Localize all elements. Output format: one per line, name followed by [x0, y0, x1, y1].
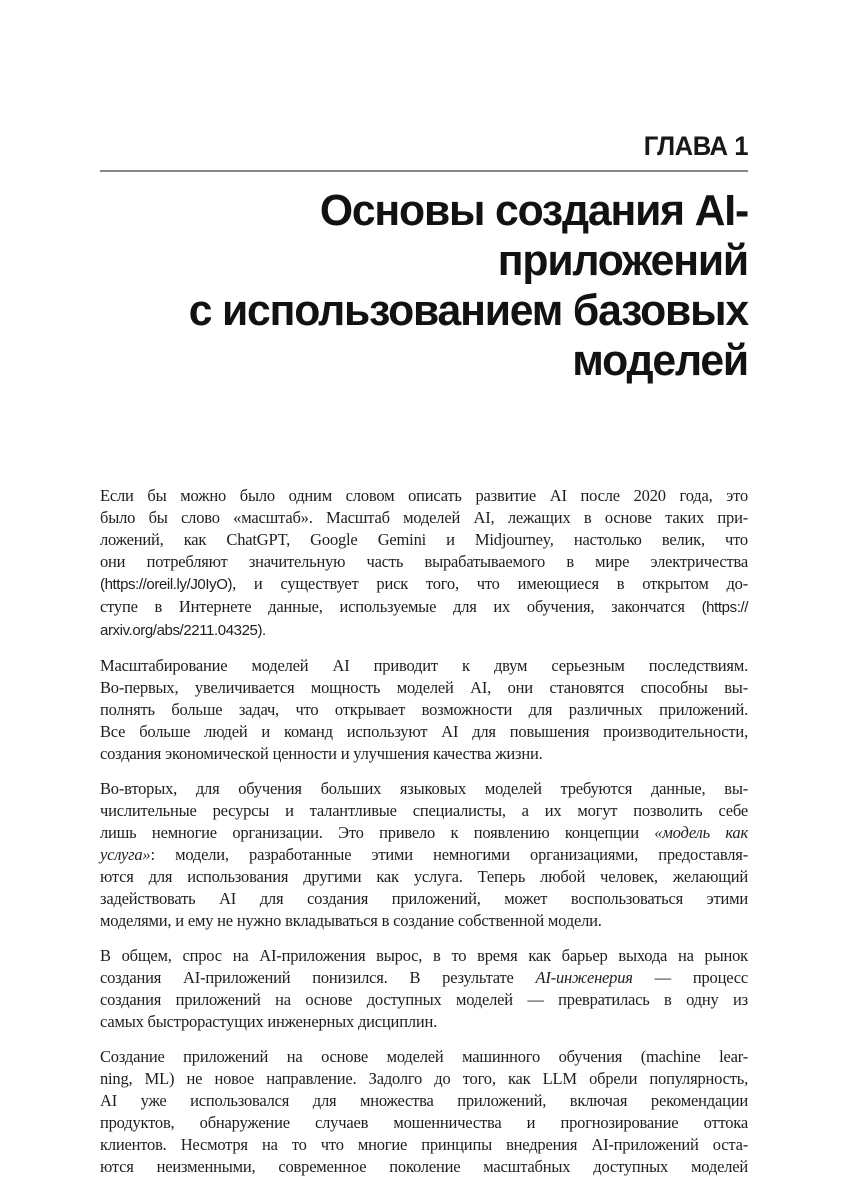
text-segment: ются для использования другими как услуга. Теперь любой человек, желающий	[100, 867, 748, 886]
url-text: (https://oreil.ly/J0IyO)	[100, 576, 233, 593]
text-line	[100, 910, 748, 932]
body-text	[100, 485, 748, 1178]
text-line	[100, 677, 748, 699]
chapter-title-line-2: с использованием базовых моделей	[188, 286, 748, 385]
text-segment: создания экономической ценности и улучшения качества жизни.	[100, 744, 543, 763]
text-line	[100, 1090, 748, 1112]
text-segment: клиентов. Несмотря на то что многие принципы внедрения AI-приложений оста-	[100, 1135, 748, 1154]
text-line	[100, 888, 748, 910]
text-segment: , и существует риск того, что имеющиеся в открытом до-	[232, 574, 748, 593]
text-segment: Если бы можно было одним словом описать развитие AI после 2020 года, это	[100, 486, 748, 505]
page-content	[100, 0, 748, 1178]
text-segment: : модели, разработанные этими немногими организациями, предоставля-	[150, 845, 748, 864]
text-line	[100, 989, 748, 1011]
text-line	[100, 945, 748, 967]
chapter-title-line-1: Основы создания AI-приложений	[319, 186, 748, 285]
text-segment: Создание приложений на основе моделей машинного обучения (machine lear-	[100, 1047, 748, 1066]
text-segment: ning, ML) не новое направление. Задолго до того, как LLM обрели популярность,	[100, 1069, 748, 1088]
paragraph	[100, 655, 748, 765]
text-line	[100, 485, 748, 507]
text-line	[100, 596, 748, 619]
text-segment: — процесс	[632, 968, 748, 987]
chapter-title	[119, 186, 748, 386]
url-text: arxiv.org/abs/2211.04325).	[100, 622, 266, 639]
text-line	[100, 507, 748, 529]
text-line	[100, 619, 748, 642]
text-line	[100, 1112, 748, 1134]
text-segment: они потребляют значительную часть вырабатываемого в мире электричества	[100, 552, 748, 571]
text-line	[100, 551, 748, 573]
text-segment: создания приложений на основе доступных моделей — превратилась в одну из	[100, 990, 748, 1009]
chapter-label: ГЛАВА 1	[643, 131, 748, 161]
text-line	[100, 743, 748, 765]
text-segment: задействовать AI для создания приложений, может воспользоваться этими	[100, 889, 748, 908]
text-line	[100, 778, 748, 800]
text-segment: ются неизменными, современное поколение масштабных доступных моделей	[100, 1157, 748, 1176]
chapter-rule-divider	[100, 170, 748, 172]
paragraph	[100, 945, 748, 1033]
italic-text: AI-инженерия	[535, 968, 633, 987]
italic-text: «модель как	[654, 823, 748, 842]
text-line	[100, 529, 748, 551]
text-line	[100, 866, 748, 888]
text-line	[100, 573, 748, 596]
text-line	[100, 1134, 748, 1156]
text-line	[100, 1046, 748, 1068]
url-text: (https://	[701, 599, 748, 616]
text-segment: Во-вторых, для обучения больших языковых моделей требуются данные, вы-	[100, 779, 748, 798]
text-line	[100, 844, 748, 866]
italic-text: услуга»	[100, 845, 151, 864]
text-segment: было бы слово «масштаб». Масштаб моделей AI, лежащих в основе таких при-	[100, 508, 748, 527]
text-line	[100, 721, 748, 743]
text-segment: моделями, и ему не нужно вкладываться в создание собственной модели.	[100, 911, 602, 930]
text-segment: ложений, как ChatGPT, Google Gemini и Midjourney, настолько велик, что	[100, 530, 748, 549]
text-segment: Во-первых, увеличивается мощность моделей AI, они становятся способны вы-	[100, 678, 748, 697]
text-line	[100, 1068, 748, 1090]
text-segment: Масштабирование моделей AI приводит к двум серьезным последствиям.	[100, 656, 748, 675]
text-line	[100, 822, 748, 844]
text-segment: продуктов, обнаружение случаев мошенничества и прогнозирование оттока	[100, 1113, 748, 1132]
paragraph	[100, 1046, 748, 1178]
text-segment: Все больше людей и команд используют AI для повышения производительности,	[100, 722, 748, 741]
text-segment: самых быстрорастущих инженерных дисциплин.	[100, 1012, 438, 1031]
text-segment: ступе в Интернете данные, используемые для их обучения, закончатся	[100, 597, 702, 616]
text-line	[100, 1156, 748, 1178]
text-line	[100, 655, 748, 677]
text-segment: создания AI-приложений понизился. В результате	[100, 968, 536, 987]
paragraph	[100, 485, 748, 642]
text-segment: полнять больше задач, что открывает возможности для различных приложений.	[100, 700, 748, 719]
text-segment: AI уже использовался для множества приложений, включая рекомендации	[100, 1091, 748, 1110]
text-line	[100, 1011, 748, 1033]
text-line	[100, 800, 748, 822]
text-segment: В общем, спрос на AI-приложения вырос, в то время как барьер выхода на рынок	[100, 946, 748, 965]
text-segment: числительные ресурсы и талантливые специалисты, а их могут позволить себе	[100, 801, 748, 820]
text-line	[100, 699, 748, 721]
paragraph	[100, 778, 748, 932]
text-segment: лишь немногие организации. Это привело к появлению концепции	[100, 823, 655, 842]
text-line	[100, 967, 748, 989]
